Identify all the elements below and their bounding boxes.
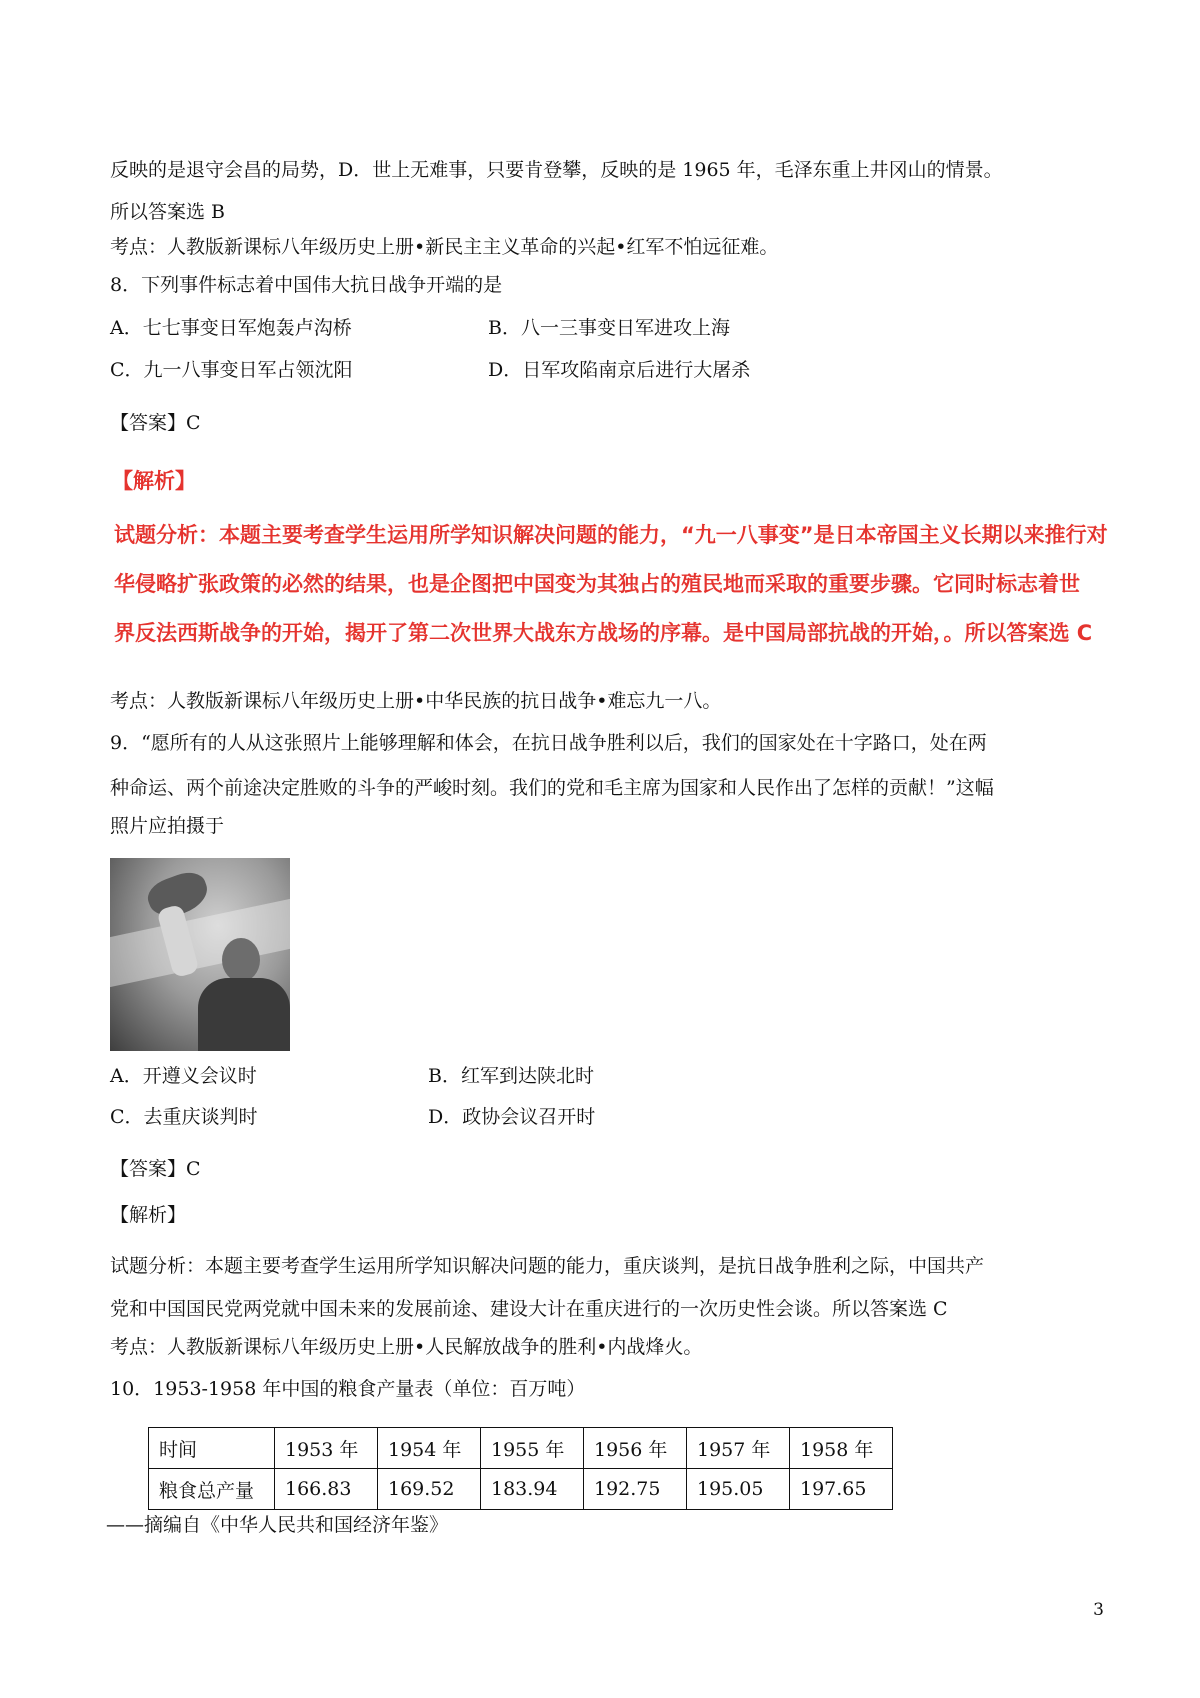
option-c: C．九一八事变日军占领沈阳 [110,359,353,381]
kaodian: 考点：人教版新课标八年级历史上册•新民主主义革命的兴起•红军不怕远征难。 [110,236,779,258]
table-cell: 1953 年 [275,1428,378,1469]
table-cell: 166.83 [275,1469,378,1510]
table-row [149,1428,893,1469]
table-cell: 1955 年 [481,1428,584,1469]
option-a: A．开遵义会议时 [110,1065,257,1087]
kaodian: 考点：人教版新课标八年级历史上册•人民解放战争的胜利•内战烽火。 [110,1336,703,1358]
page-number: 3 [1093,1600,1104,1620]
table-source: ——摘编自《中华人民共和国经济年鉴》 [106,1514,449,1536]
table-cell: 183.94 [481,1469,584,1510]
question-9: 9．“愿所有的人从这张照片上能够理解和体会，在抗日战争胜利以后，我们的国家处在十字路口，处在两 [110,732,987,754]
analysis-text: 界反法西斯战争的开始，揭开了第二次世界大战东方战场的序幕。是中国局部抗战的开始，。所以答案选 C [114,621,1093,645]
option-a: A．七七事变日军炮轰卢沟桥 [110,317,352,339]
table-row [149,1469,893,1510]
table-cell: 1958 年 [790,1428,893,1469]
historical-photo [110,858,290,1051]
grain-output-table [148,1427,893,1510]
table-cell: 197.65 [790,1469,893,1510]
answer-label: 【答案】C [110,412,201,434]
option-c: C．去重庆谈判时 [110,1106,258,1128]
table-cell: 1954 年 [378,1428,481,1469]
analysis-text: 试题分析：本题主要考查学生运用所学知识解决问题的能力，重庆谈判，是抗日战争胜利之际，中国共产 [110,1255,985,1277]
analysis-label: 【解析】 [112,469,196,493]
table-cell: 粮食总产量 [149,1469,275,1510]
option-d: D．日军攻陷南京后进行大屠杀 [488,359,751,381]
kaodian: 考点：人教版新课标八年级历史上册•中华民族的抗日战争•难忘九一八。 [110,690,722,712]
analysis-text: 华侵略扩张政策的必然的结果，也是企图把中国变为其独占的殖民地而采取的重要步骤。它同时标志着世 [114,572,1080,596]
question-9: 照片应拍摄于 [110,815,225,837]
question-9: 种命运、两个前途决定胜败的斗争的严峻时刻。我们的党和毛主席为国家和人民作出了怎样的贡献！”这幅 [110,777,994,799]
option-b: B．红军到达陕北时 [428,1065,594,1087]
table-cell: 192.75 [584,1469,687,1510]
option-b: B．八一三事变日军进攻上海 [488,317,730,339]
table-cell: 195.05 [687,1469,790,1510]
analysis-label: 【解析】 [110,1204,187,1226]
table-cell: 1957 年 [687,1428,790,1469]
table-cell: 1956 年 [584,1428,687,1469]
analysis-text: 党和中国国民党两党就中国未来的发展前途、建设大计在重庆进行的一次历史性会谈。所以答案选 C [110,1298,948,1320]
text-line: 反映的是退守会昌的局势，D．世上无难事，只要肯登攀，反映的是 1965 年，毛泽东重上井冈山的情景。 [110,159,1003,181]
option-d: D．政协会议召开时 [428,1106,596,1128]
table-cell: 时间 [149,1428,275,1469]
answer-label: 【答案】C [110,1158,201,1180]
table-cell: 169.52 [378,1469,481,1510]
analysis-text: 试题分析：本题主要考查学生运用所学知识解决问题的能力，“九一八事变”是日本帝国主义长期以来推行对 [114,523,1108,547]
question-8: 8．下列事件标志着中国伟大抗日战争开端的是 [110,274,503,296]
question-10: 10．1953-1958 年中国的粮食产量表（单位：百万吨） [110,1378,586,1400]
text-line: 所以答案选 B [110,201,226,223]
